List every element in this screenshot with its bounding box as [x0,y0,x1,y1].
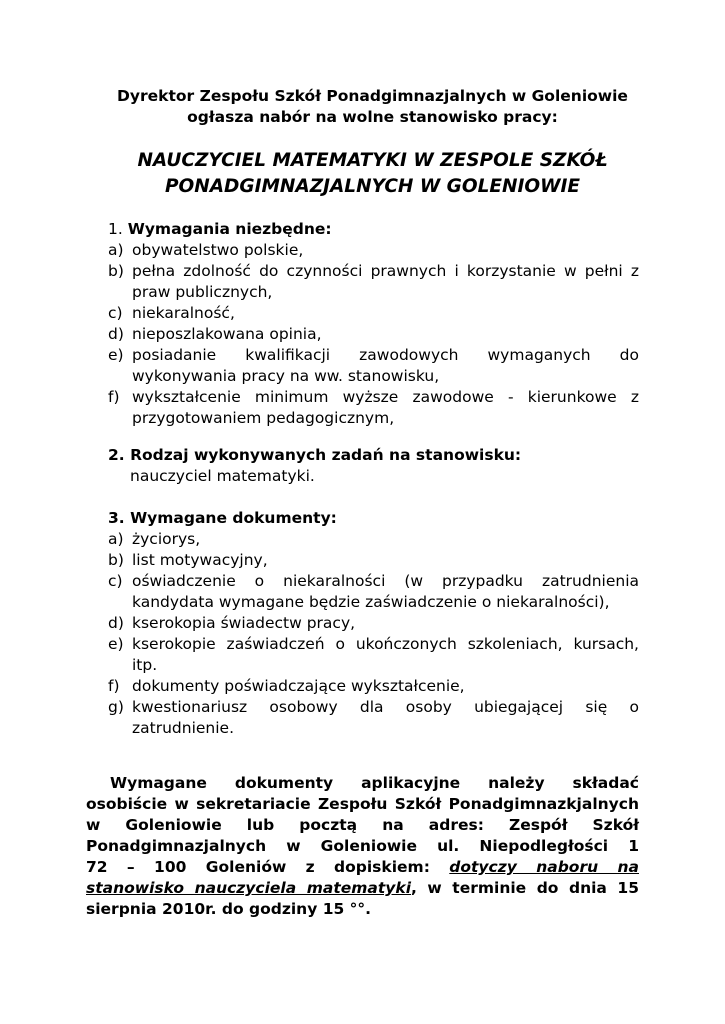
header-line-2: ogłasza nabór na wolne stanowisko pracy: [187,108,558,126]
title-line-2: PONADGIMNAZJALNYCH W GOLENIOWIE [164,176,581,197]
list-item: e) kserokopie zaświadczeń o ukończonych szkoleniach, kursach, itp. [108,635,639,674]
closing-line-5: 72 – 100 Goleniów z dopiskiem: dotyczy naboru na [86,858,639,876]
section-1-heading [108,219,332,240]
underlined-note: dotyczy naboru na [449,858,639,876]
section-2-heading: 2. Rodzaj wykonywanych zadań na stanowisku: [108,446,522,464]
list-item: a) obywatelstwo polskie, [108,241,304,259]
section-2-text: nauczyciel matematyki. [130,467,315,485]
list-item: f) wykształcenie minimum wyższe zawodowe - kierunkowe z przygotowaniem pedagogicznym, [108,388,639,427]
announcement-header [100,86,645,128]
closing-line-2: osobiście w sekretariacie Zespołu Szkół Ponadgimnazkjalnych [86,795,639,813]
requirements-list [108,240,639,429]
list-item: g) kwestionariusz osobowy dla osoby ubiegającej się o zatrudnienie. [108,698,639,737]
list-item: c) oświadczenie o niekaralności (w przypadku zatrudnienia kandydata wymagane będzie zaświadczenie o niekaralności), [108,572,639,611]
list-item: d) kserokopia świadectw pracy, [108,614,356,632]
closing-line-7: sierpnia 2010r. do godziny 15 °°. [86,900,372,918]
title-line-1: NAUCZYCIEL MATEMATYKI W ZESPOLE SZKÓŁ [137,150,608,171]
list-item: f) dokumenty poświadczające wykształcenie, [108,677,465,695]
list-item: a) życiorys, [108,530,201,548]
closing-line-1: Wymagane dokumenty aplikacyjne należy składać [110,774,639,792]
section-3-heading: 3. Wymagane dokumenty: [108,509,337,527]
list-item: d) nieposzlakowana opinia, [108,325,322,343]
list-item: b) pełna zdolność do czynności prawnych i korzystanie w pełni z praw publicznych, [108,262,639,301]
position-title [100,148,645,200]
closing-line-3: w Goleniowie lub pocztą na adres: Zespół Szkół [86,816,639,834]
section-1-number: 1. [108,220,123,238]
closing-line-4: Ponadgimnazjalnych w Goleniowie ul. Niepodległości 1 [86,837,639,855]
list-item: e) posiadanie kwalifikacji zawodowych wymaganych do wykonywania pracy na ww. stanowisku, [108,346,639,385]
underlined-note-cont: stanowisko nauczyciela matematyki [86,879,412,897]
closing-line-6: stanowisko nauczyciela matematyki, w terminie do dnia 15 [86,879,639,897]
application-instructions [86,773,639,920]
header-line-1: Dyrektor Zespołu Szkół Ponadgimnazjalnych w Goleniowie [117,87,628,105]
documents-list [108,529,639,739]
list-item: b) list motywacyjny, [108,551,268,569]
section-1-title: Wymagania niezbędne: [127,220,332,238]
list-item: c) niekaralność, [108,304,235,322]
